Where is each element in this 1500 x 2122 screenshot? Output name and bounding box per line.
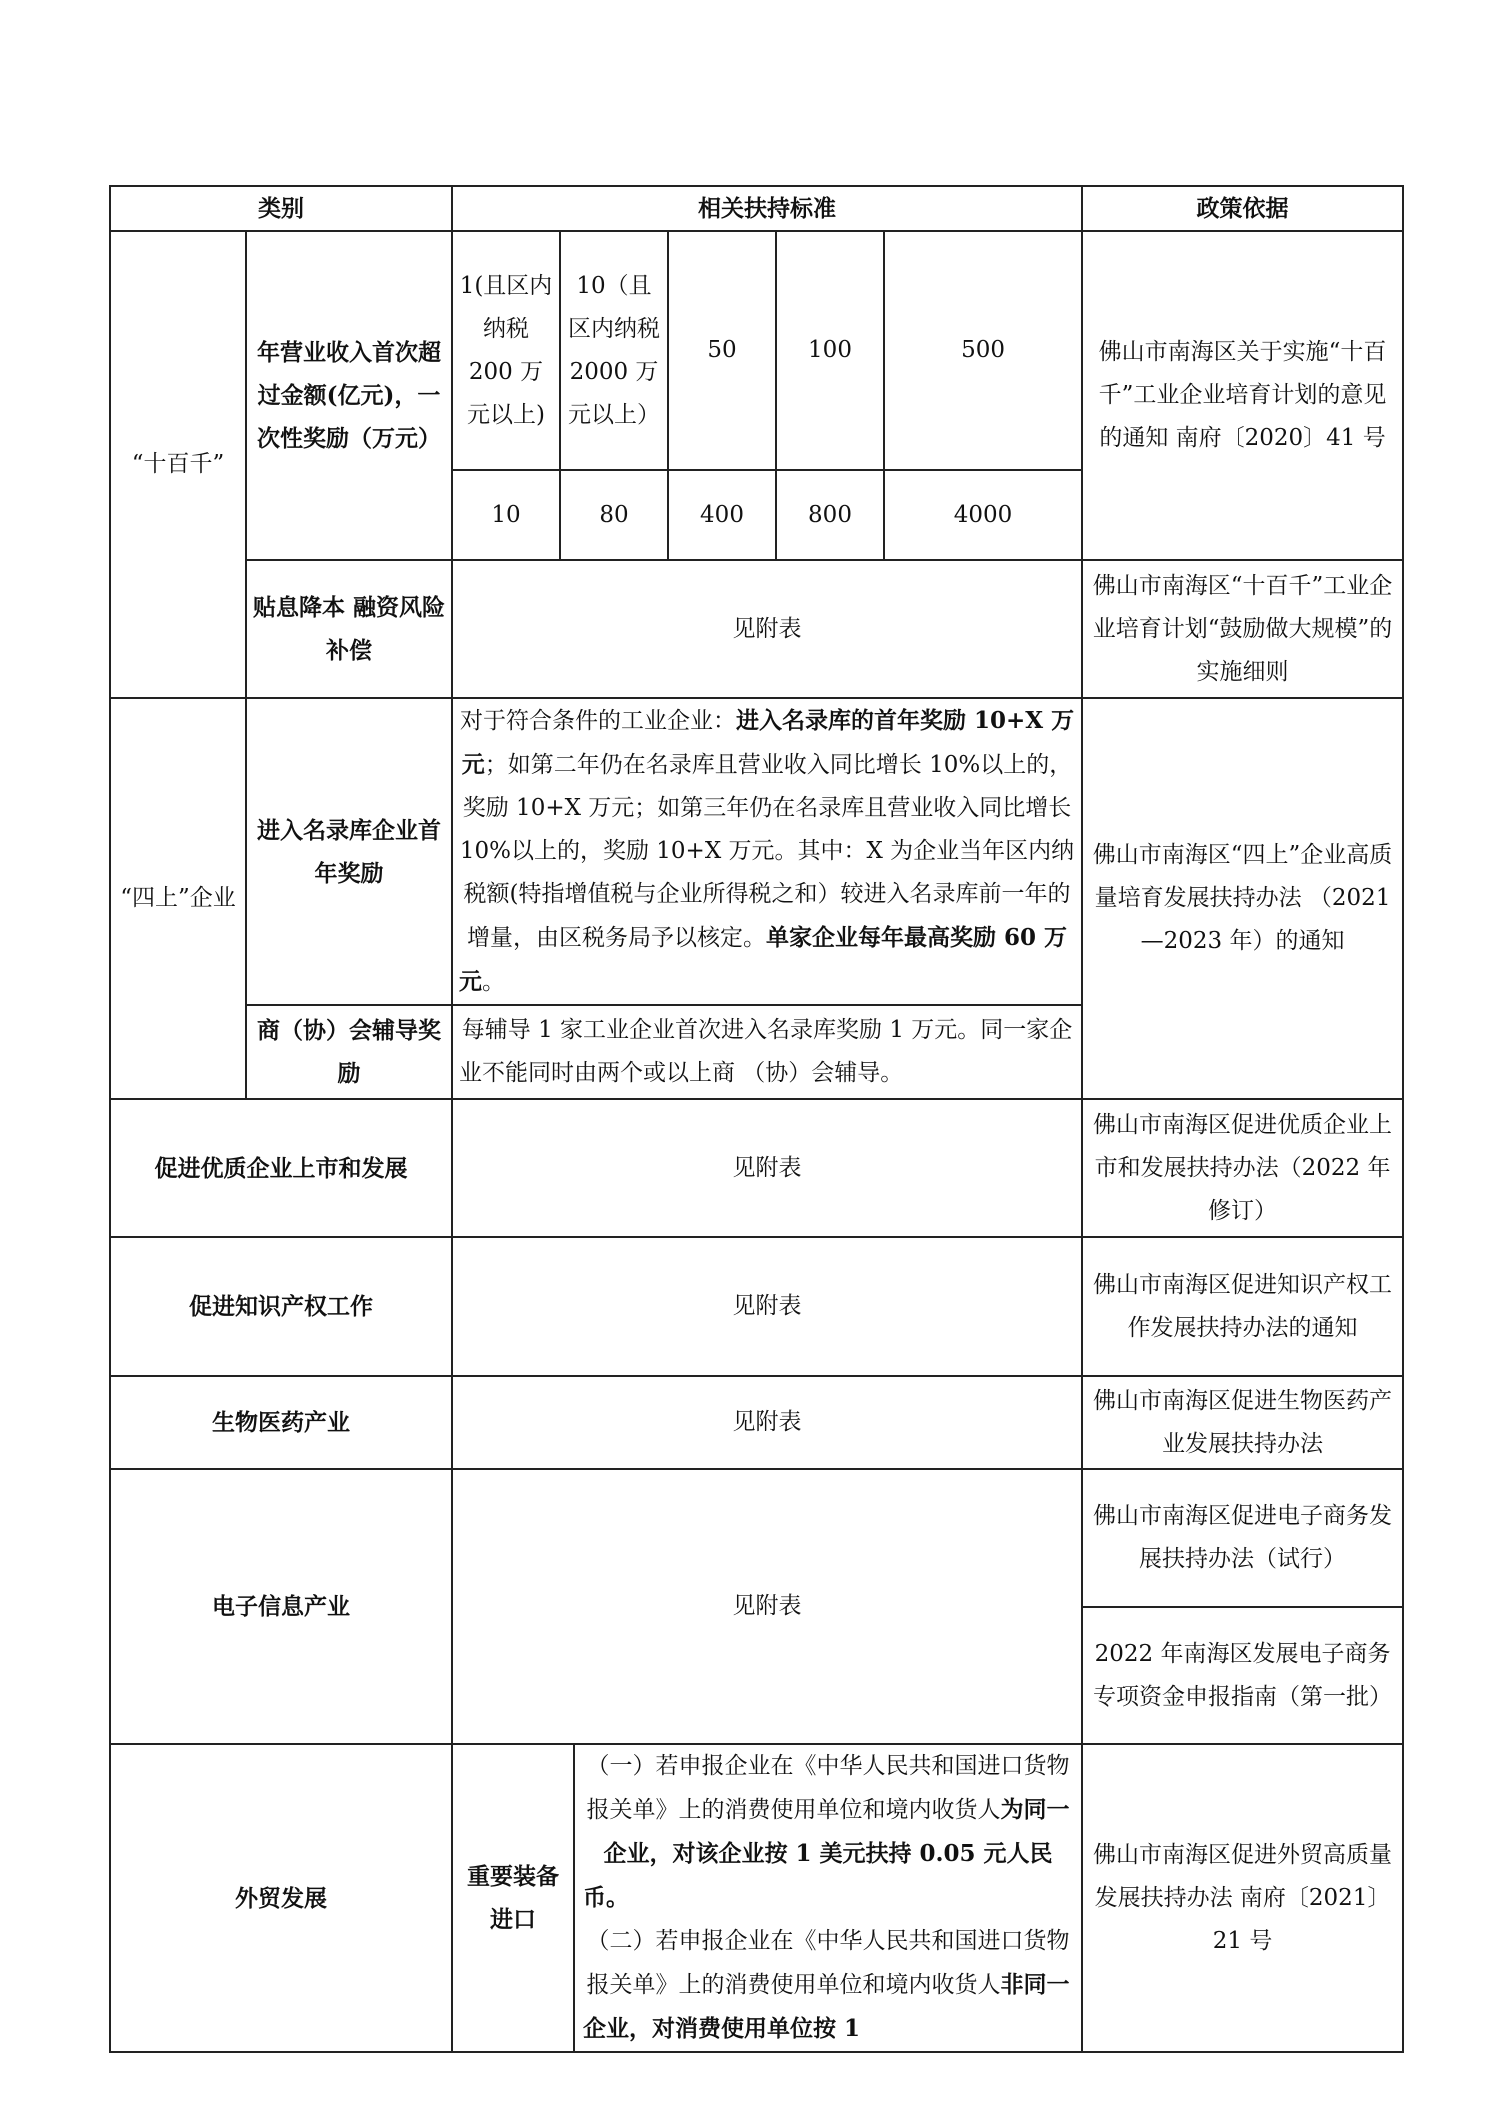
standard-biomed: 见附表 xyxy=(452,1376,1082,1469)
item-assoc-reward: 商（协）会辅导奖励 xyxy=(246,1005,452,1099)
text-run-bold: 为同一企业，对该企业按 1 美元扶持 0.05 元人民币。 xyxy=(583,1796,1070,1911)
trade-inner-table xyxy=(453,1745,1081,2051)
text-run: （二）若申报企业在《中华人民共和国进口货物报关单》上的消费使用单位和境内收货人 xyxy=(586,1928,1070,1998)
text-run-bold: 单家企业每年最高奖励 60 万元 xyxy=(459,924,1068,995)
basis-revenue: 佛山市南海区关于实施“十百千”工业企业培育计划的意见的通知 南府〔2020〕41 号 xyxy=(1082,231,1403,560)
standard-entry-reward xyxy=(452,698,1082,1005)
basis-electronic-2: 2022 年南海区发展电子商务专项资金申报指南（第一批） xyxy=(1082,1607,1403,1744)
threshold-cell: 500 xyxy=(884,231,1082,470)
threshold-cell: 50 xyxy=(668,231,776,470)
item-revenue-reward: 年营业收入首次超过金额(亿元)，一次性奖励（万元） xyxy=(246,231,452,560)
reward-cell: 10 xyxy=(452,470,560,560)
standard-ip: 见附表 xyxy=(452,1237,1082,1376)
category-sishang: “四上”企业 xyxy=(110,698,246,1099)
header-category: 类别 xyxy=(110,186,452,231)
category-electronic: 电子信息产业 xyxy=(110,1469,452,1744)
category-ip: 促进知识产权工作 xyxy=(110,1237,452,1376)
item-equipment-import: 重要装备进口 xyxy=(453,1745,574,2051)
text-run-bold: 进入名录库的首年奖励 10+X 万元 xyxy=(461,707,1075,778)
basis-electronic-1: 佛山市南海区促进电子商务发展扶持办法（试行） xyxy=(1082,1469,1403,1607)
trade-standard-cell xyxy=(452,1744,1082,2052)
basis-biomed: 佛山市南海区促进生物医药产业发展扶持办法 xyxy=(1082,1376,1403,1469)
policy-table xyxy=(109,185,1404,2053)
threshold-cell: 10（且区内纳税 2000 万元以上） xyxy=(560,231,668,470)
text-run: （一）若申报企业在《中华人民共和国进口货物报关单》上的消费使用单位和境内收货人 xyxy=(586,1753,1070,1823)
basis-subsidy: 佛山市南海区“十百千”工业企业培育计划“鼓励做大规模”的实施细则 xyxy=(1082,560,1403,698)
text-run: ；如第二年仍在名录库且营业收入同比增长 10%以上的，奖励 10+X 万元；如第三年仍在名录库且营业收入同比增长 10%以上的，奖励 10+X 万元。其中：X 为企业当年区内纳税额(特指增值税与企业所得税之和）较进入名录库前一年的增量，由区税务局予以核定。 xyxy=(459,752,1075,951)
text-run-bold: 非同一企业，对消费使用单位按 1 xyxy=(583,1971,1070,2042)
threshold-cell: 100 xyxy=(776,231,884,470)
basis-sishang: 佛山市南海区“四上”企业高质量培育发展扶持办法 （2021—2023 年）的通知 xyxy=(1082,698,1403,1099)
standard-electronic: 见附表 xyxy=(452,1469,1082,1744)
reward-cell: 80 xyxy=(560,470,668,560)
category-biomed: 生物医药产业 xyxy=(110,1376,452,1469)
reward-cell: 4000 xyxy=(884,470,1082,560)
reward-cell: 400 xyxy=(668,470,776,560)
item-subsidy: 贴息降本 融资风险补偿 xyxy=(246,560,452,698)
standard-listing: 见附表 xyxy=(452,1099,1082,1237)
text-run: 。 xyxy=(482,969,505,995)
text-run: 对于符合条件的工业企业： xyxy=(459,708,736,734)
category-shibaiqian: “十百千” xyxy=(110,231,246,698)
basis-trade: 佛山市南海区促进外贸高质量发展扶持办法 南府〔2021〕21 号 xyxy=(1082,1744,1403,2052)
header-standard: 相关扶持标准 xyxy=(452,186,1082,231)
standard-subsidy: 见附表 xyxy=(452,560,1082,698)
reward-cell: 800 xyxy=(776,470,884,560)
threshold-cell: 1(且区内纳税 200 万元以上) xyxy=(452,231,560,470)
standard-equipment-import xyxy=(574,1745,1081,2051)
standard-assoc-reward: 每辅导 1 家工业企业首次进入名录库奖励 1 万元。同一家企业不能同时由两个或以上商 （协）会辅导。 xyxy=(452,1005,1082,1099)
item-entry-reward: 进入名录库企业首年奖励 xyxy=(246,698,452,1005)
category-trade: 外贸发展 xyxy=(110,1744,452,2052)
basis-ip: 佛山市南海区促进知识产权工作发展扶持办法的通知 xyxy=(1082,1237,1403,1376)
basis-listing: 佛山市南海区促进优质企业上市和发展扶持办法（2022 年修订） xyxy=(1082,1099,1403,1237)
header-basis: 政策依据 xyxy=(1082,186,1403,231)
category-listing: 促进优质企业上市和发展 xyxy=(110,1099,452,1237)
